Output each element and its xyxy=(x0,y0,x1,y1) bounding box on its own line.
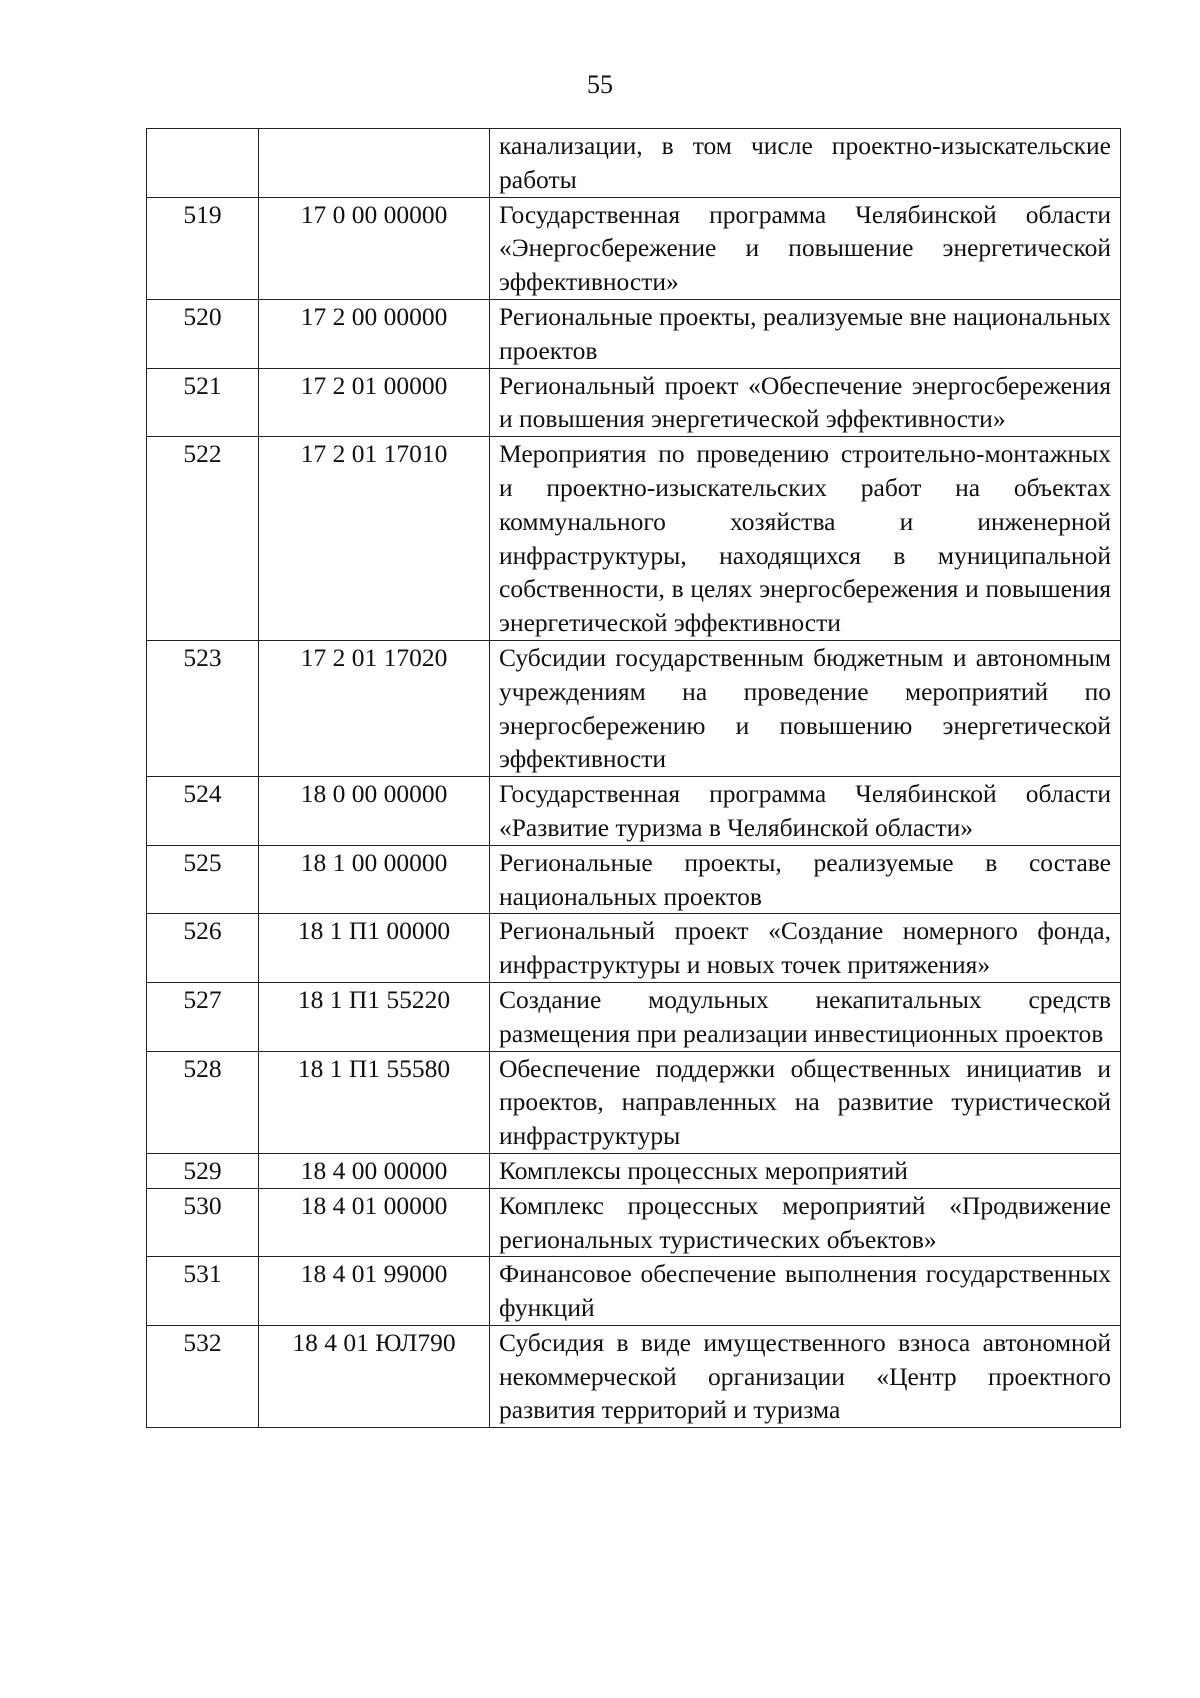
table-row xyxy=(147,640,1121,776)
classification-code: 17 2 00 00000 xyxy=(259,299,490,368)
row-number: 529 xyxy=(147,1153,259,1188)
row-number: 527 xyxy=(147,982,259,1051)
classification-code: 18 0 00 00000 xyxy=(259,777,490,846)
row-number xyxy=(147,129,259,198)
table-row xyxy=(147,1188,1121,1257)
table-row xyxy=(147,845,1121,914)
classification-code: 18 4 01 00000 xyxy=(259,1188,490,1257)
row-number: 521 xyxy=(147,368,259,437)
item-name: Региональный проект «Обеспечение энергосбережения и повышения энергетической эффективности» xyxy=(490,368,1121,437)
table-row xyxy=(147,1153,1121,1188)
table-body xyxy=(147,129,1121,1428)
item-name: Обеспечение поддержки общественных инициатив и проектов, направленных на развитие туристической инфраструктуры xyxy=(490,1051,1121,1153)
table-row xyxy=(147,129,1121,198)
classification-code: 18 4 01 ЮЛ790 xyxy=(259,1325,490,1427)
classification-code: 18 1 П1 00000 xyxy=(259,914,490,983)
table-row xyxy=(147,982,1121,1051)
item-name: Региональные проекты, реализуемые вне национальных проектов xyxy=(490,299,1121,368)
classification-code: 17 2 01 17020 xyxy=(259,640,490,776)
item-name: Региональные проекты, реализуемые в составе национальных проектов xyxy=(490,845,1121,914)
table-row xyxy=(147,777,1121,846)
row-number: 523 xyxy=(147,640,259,776)
item-name: Комплекс процессных мероприятий «Продвижение региональных туристических объектов» xyxy=(490,1188,1121,1257)
row-number: 525 xyxy=(147,845,259,914)
classification-code: 18 1 П1 55220 xyxy=(259,982,490,1051)
item-name: Создание модульных некапитальных средств размещения при реализации инвестиционных проектов xyxy=(490,982,1121,1051)
table-row xyxy=(147,197,1121,299)
classification-code: 17 2 01 00000 xyxy=(259,368,490,437)
row-number: 532 xyxy=(147,1325,259,1427)
item-name: Региональный проект «Создание номерного фонда, инфраструктуры и новых точек притяжения» xyxy=(490,914,1121,983)
table-row xyxy=(147,299,1121,368)
item-name: Финансовое обеспечение выполнения государственных функций xyxy=(490,1257,1121,1326)
row-number: 519 xyxy=(147,197,259,299)
row-number: 528 xyxy=(147,1051,259,1153)
item-name: канализации, в том числе проектно-изыскательские работы xyxy=(490,129,1121,198)
row-number: 531 xyxy=(147,1257,259,1326)
row-number: 524 xyxy=(147,777,259,846)
page-number: 55 xyxy=(587,70,613,99)
row-number: 522 xyxy=(147,437,259,641)
classification-code: 18 4 00 00000 xyxy=(259,1153,490,1188)
classification-code: 18 4 01 99000 xyxy=(259,1257,490,1326)
row-number: 526 xyxy=(147,914,259,983)
classification-code: 17 2 01 17010 xyxy=(259,437,490,641)
item-name: Государственная программа Челябинской области «Энергосбережение и повышение энергетической эффективности» xyxy=(490,197,1121,299)
table-row xyxy=(147,1257,1121,1326)
classification-code: 18 1 П1 55580 xyxy=(259,1051,490,1153)
table-row xyxy=(147,437,1121,641)
table-row xyxy=(147,1325,1121,1427)
row-number: 530 xyxy=(147,1188,259,1257)
item-name: Комплексы процессных мероприятий xyxy=(490,1153,1121,1188)
item-name: Субсидия в виде имущественного взноса автономной некоммерческой организации «Центр проектного развития территорий и туризма xyxy=(490,1325,1121,1427)
classification-code xyxy=(259,129,490,198)
classification-code: 17 0 00 00000 xyxy=(259,197,490,299)
item-name: Субсидии государственным бюджетным и автономным учреждениям на проведение мероприятий по энергосбережению и повышению энергетической эффективности xyxy=(490,640,1121,776)
table-row xyxy=(147,914,1121,983)
budget-codes-table xyxy=(146,128,1121,1428)
item-name: Государственная программа Челябинской области «Развитие туризма в Челябинской области» xyxy=(490,777,1121,846)
item-name: Мероприятия по проведению строительно-монтажных и проектно-изыскательских работ на объектах коммунального хозяйства и инженерной инфраструктуры, находящихся в муниципальной собственности, в целях энергосбережения и повышения энергетической эффективности xyxy=(490,437,1121,641)
row-number: 520 xyxy=(147,299,259,368)
table-row xyxy=(147,1051,1121,1153)
classification-code: 18 1 00 00000 xyxy=(259,845,490,914)
table-row xyxy=(147,368,1121,437)
